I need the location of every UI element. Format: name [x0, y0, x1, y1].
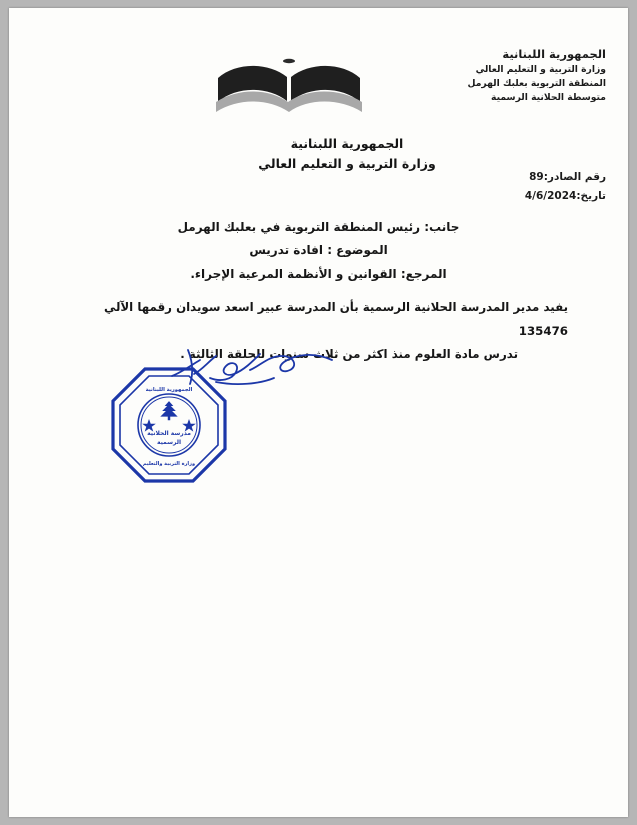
subject-line: الموضوع : افادة تدريس — [249, 243, 388, 258]
ministry-line-3: المنطقة التربوية بعلبك الهرمل — [467, 78, 606, 90]
reference-number: رقم الصادر:89 — [529, 171, 606, 183]
organization-title-block — [247, 134, 447, 174]
document-page — [9, 8, 628, 817]
addressing-block — [9, 216, 628, 286]
addressee-line: جانب: رئيس المنطقة التربوية في بعلبك الهرمل — [177, 220, 460, 234]
ministry-line-4: متوسطة الحلانية الرسمية — [491, 91, 606, 103]
organization-line-2: وزارة التربية و التعليم العالي — [258, 156, 436, 171]
ministry-line-2: وزارة التربية و التعليم العالي — [475, 64, 606, 76]
body-line-2: تدرس مادة العلوم منذ اكثر من ثلاث سنوات للحلقة الثالثة . — [180, 347, 518, 362]
ministry-heading-block — [468, 46, 607, 105]
reference-line: المرجع: القوانين و الأنظمة المرعية الإجراء. — [190, 266, 447, 281]
stamp-center-line-1: مدرسة الحلانية — [147, 430, 191, 437]
document-header — [9, 46, 628, 171]
document-meta — [525, 168, 606, 206]
open-book-icon — [214, 56, 364, 118]
stamp-bottom-text: وزارة التربية والتعليم — [142, 461, 196, 467]
stamp-center-line-2: الرسمية — [156, 439, 182, 446]
official-seal-stamp — [102, 366, 237, 484]
body-line-1: يفيد مدير المدرسة الحلانية الرسمية بأن المدرسة عبير اسعد سويدان رقمها الآلي 135476 — [104, 300, 568, 338]
document-date: تاريخ:4/6/2024 — [524, 189, 606, 202]
stamp-top-text: الجمهورية اللبنانية — [145, 387, 193, 393]
organization-line-1: الجمهورية اللبنانية — [290, 136, 404, 151]
ministry-line-1: الجمهورية اللبنانية — [502, 47, 606, 61]
